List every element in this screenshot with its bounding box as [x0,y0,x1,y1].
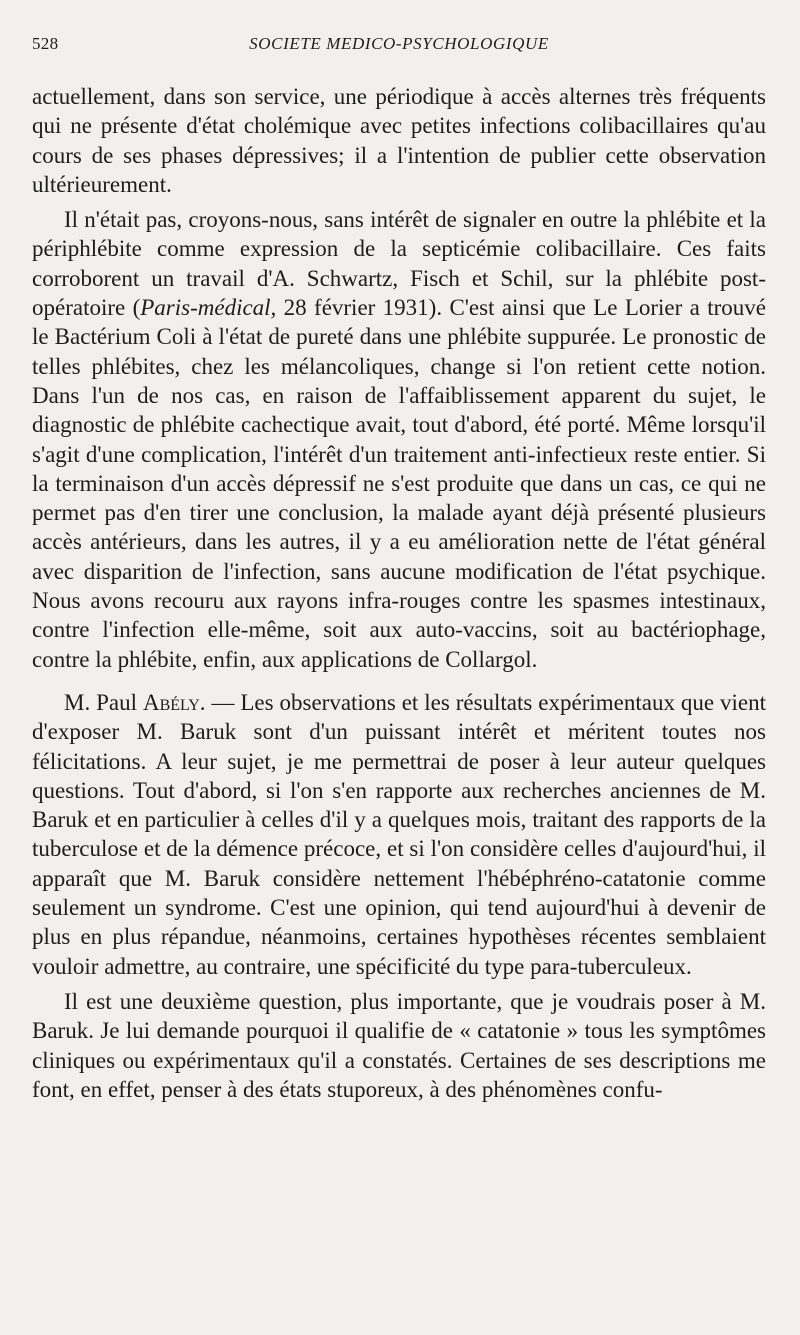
page-number: 528 [32,34,59,53]
body-text [32,82,766,1104]
paragraph-2-text-b: 28 février 1931). C'est ainsi que Le Lorier a trouvé le Bactérium Coli à l'état de pureté dans une phlébite suppurée. Le pronostic de telles phlébites, chez les mélancoliques, change si l'on retient cette notion. Dans l'un de nos cas, en raison de l'affaiblissement apparent du sujet, le diagnostic de phlébite cachectique avait, tout d'abord, été porté. Même lorsqu'il s'agit d'une complication, l'intérêt d'un traitement anti-infectieux reste entier. Si la terminaison d'un accès dépressif ne s'est produite que dans un cas, ce qui ne permet pas d'en tirer une conclusion, la malade ayant déjà présenté plusieurs accès antérieurs, dans les autres, il y a eu amélioration nette de l'état général avec disparition de l'infection, sans aucune modification de l'état psychique. Nous avons recouru aux rayons infra-rouges contre les spasmes intestinaux, contre l'infection elle-même, soit aux auto-vaccins, soit au bactériophage, contre la phlébite, enfin, aux applications de Collargol. [32,295,766,672]
paragraph-2-text-a: Il n'était pas, croyons-nous, sans intérêt de signaler en outre la phlébite et la périphlébite comme expression de la septicémie colibacillaire. Ces faits corroborent un travail d'A. Schwartz, Fisch et Schil, sur la phlébite post-opératoire ( [32,207,766,321]
paragraph-phlebite [32,205,766,674]
running-head [32,30,766,60]
journal-title: SOCIETE MEDICO-PSYCHOLOGIQUE [249,34,549,53]
paragraph-abely [32,688,766,981]
paragraph-question [32,987,766,1104]
paragraph-3-text: — Les observations et les résultats expérimentaux que vient d'exposer M. Baruk sont d'un puissant intérêt et méritent toutes nos félicitations. A leur sujet, je me permettrai de poser à leur auteur quelques questions. Tout d'abord, si l'on s'en rapporte aux recherches anciennes de M. Baruk et en particulier à celles d'il y a quelques mois, traitant des rapports de la tuberculose et de la démence précoce, et si l'on considère celles d'aujourd'hui, il apparaît que M. Baruk considère nettement l'hébéphréno-catatonie comme seulement un syndrome. C'est une opinion, qui tend aujourd'hui à devenir de plus en plus répandue, néanmoins, certaines hypothèses récentes semblaient vouloir admettre, au contraire, une spécificité du type para-tuberculeux. [32,689,767,979]
paragraph-1-text: actuellement, dans son service, une périodique à accès alternes très fréquents qui ne présente d'état cholémique avec petites infections colibacillaires qu'au cours de ses phases dépressives; il a l'intention de publier cette observation ultérieurement. [32,84,766,197]
speaker-name: Abély. [142,689,206,715]
paragraph-4-text: Il est une deuxième question, plus importante, que je voudrais poser à M. Baruk. Je lui demande pourquoi il qualifie de « catatonie » tous les symptômes cliniques ou expérimentaux qu'il a constatés. Certaines de ses descriptions me font, en effet, penser à des états stuporeux, à des phénomènes confu- [32,988,766,1102]
speaker-title: M. Paul [64,689,138,715]
citation-paris-medical: Paris-médical, [140,295,277,321]
paragraph-continued [32,82,766,199]
